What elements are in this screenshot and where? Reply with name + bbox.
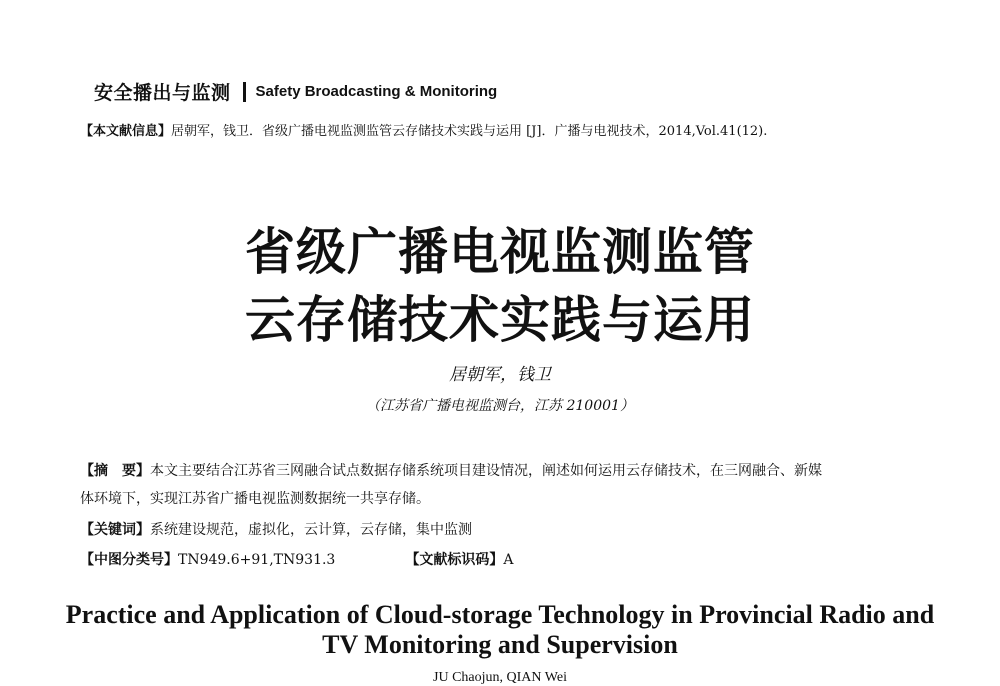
title-en-line2: TV Monitoring and Supervision [322, 630, 678, 659]
abstract-line1 [80, 457, 925, 485]
citation-text: 居朝军，钱卫．省级广播电视监测监管云存储技术实践与运用 [J]．广播与电视技术，2014,Vol.41(12). [171, 124, 768, 139]
clc-label: 【中图分类号】 [80, 552, 178, 568]
doc-code-label: 【文献标识码】 [405, 552, 504, 568]
keywords-line [80, 516, 925, 544]
doc-code-value: A [503, 552, 514, 568]
abstract-label: 【摘 要】 [80, 463, 150, 479]
clc-value: TN949.6+91,TN931.3 [178, 552, 336, 568]
title-cn-line2: 云存储技术实践与运用 [245, 291, 755, 349]
title-en-line1: Practice and Application of Cloud-storage Technology in Provincial Radio and [65, 600, 935, 629]
section-title-cn: 安全播出与监测 [94, 82, 231, 104]
keywords-text: 系统建设规范，虚拟化，云计算，云存储，集中监测 [150, 522, 472, 538]
citation-label: 【本文献信息】 [80, 124, 172, 139]
section-header [94, 78, 497, 105]
classification-line [80, 546, 925, 574]
affiliation-cn: （江苏省广播电视监测台，江苏 210001） [366, 398, 634, 414]
authors-cn: 居朝军，钱卫 [449, 365, 551, 385]
abstract-text-1: 本文主要结合江苏省三网融合试点数据存储系统项目建设情况，阐述如何运用云存储技术，在三网融合、新媒 [150, 463, 822, 479]
section-divider [243, 82, 246, 102]
keywords-label: 【关键词】 [80, 522, 150, 538]
abstract-line2: 体环境下，实现江苏省广播电视监测数据统一共享存储。 [80, 491, 430, 507]
citation-line [80, 120, 960, 139]
title-cn-line1: 省级广播电视监测监管 [245, 223, 755, 281]
section-title-en: Safety Broadcasting & Monitoring [255, 83, 498, 100]
authors-en: JU Chaojun, QIAN Wei [433, 670, 567, 685]
